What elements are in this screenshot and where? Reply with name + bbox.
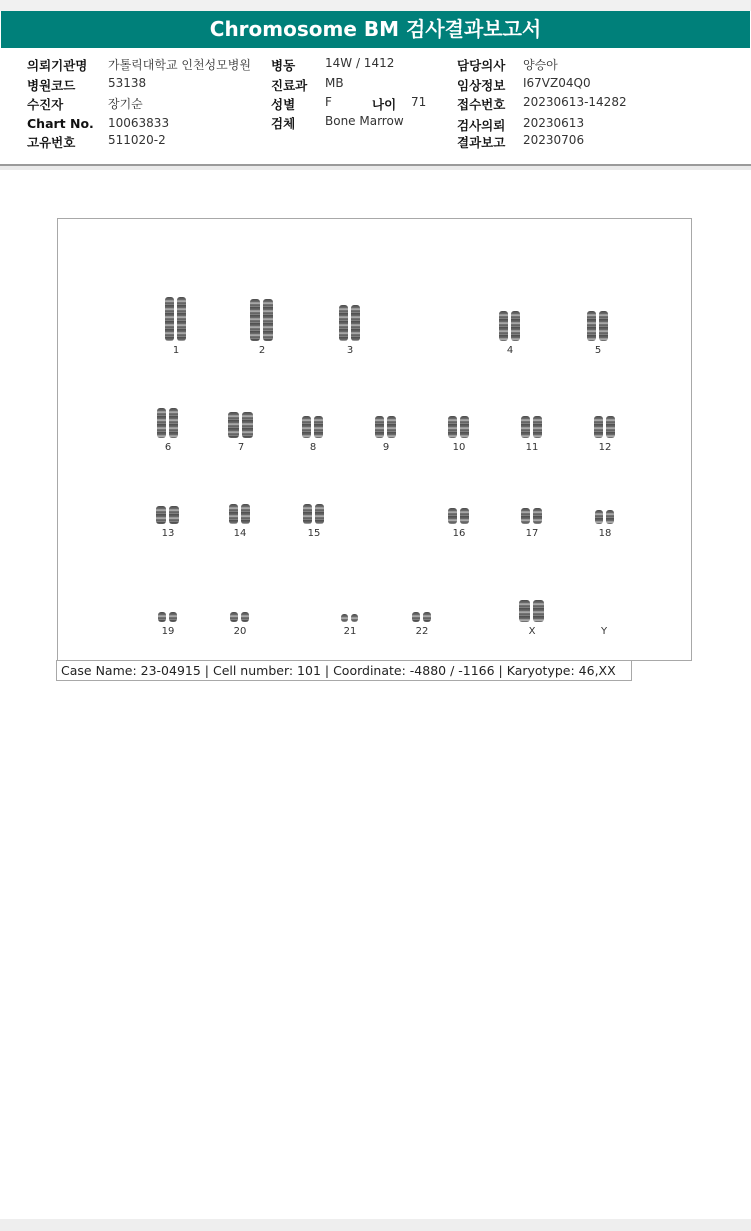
chromosome-22-1 bbox=[412, 612, 420, 622]
chromosome-1-2 bbox=[177, 297, 186, 341]
patient-value: 장기순 bbox=[108, 97, 143, 111]
department-label: 진료과 bbox=[271, 78, 308, 93]
chromosome-3-2 bbox=[351, 305, 360, 341]
chromosome-11-2 bbox=[533, 416, 542, 438]
karyogram-caption: Case Name: 23-04915 | Cell number: 101 | Coordinate: -4880 / -1166 | Karyotype: 46,XX bbox=[56, 660, 632, 681]
chromosome-label-20: 20 bbox=[233, 626, 247, 637]
chromosome-8-2 bbox=[314, 416, 323, 438]
chromosome-14-1 bbox=[229, 504, 238, 524]
chromosome-6-1 bbox=[157, 408, 166, 438]
report-title: Chromosome BM 검사결과보고서 bbox=[1, 11, 750, 48]
chromosome-label-7: 7 bbox=[237, 442, 245, 453]
chromosome-16-1 bbox=[448, 508, 457, 524]
chromosome-15-2 bbox=[315, 504, 324, 524]
chromosome-4-1 bbox=[499, 311, 508, 341]
specimen-value: Bone Marrow bbox=[325, 114, 404, 128]
unique-no-value: 511020-2 bbox=[108, 133, 166, 147]
chromosome-18-2 bbox=[606, 510, 614, 524]
chromosome-label-8: 8 bbox=[309, 442, 317, 453]
top-bar bbox=[0, 0, 751, 11]
ward-value: 14W / 1412 bbox=[325, 56, 395, 70]
chromosome-15-1 bbox=[303, 504, 312, 524]
clinical-info-value: I67VZ04Q0 bbox=[523, 76, 591, 90]
chromosome-label-17: 17 bbox=[525, 528, 539, 539]
chromosome-22-2 bbox=[423, 612, 431, 622]
chromosome-label-19: 19 bbox=[161, 626, 175, 637]
chromosome-3-1 bbox=[339, 305, 348, 341]
chromosome-20-2 bbox=[241, 612, 249, 622]
chromosome-5-2 bbox=[599, 311, 608, 341]
chromosome-label-11: 11 bbox=[525, 442, 539, 453]
clinical-info-label: 임상정보 bbox=[457, 78, 506, 93]
doctor-value: 양승아 bbox=[523, 58, 558, 72]
chromosome-label-2: 2 bbox=[258, 345, 266, 356]
chromosome-17-2 bbox=[533, 508, 542, 524]
chromosome-label-3: 3 bbox=[346, 345, 354, 356]
hospital-code-label: 병원코드 bbox=[27, 78, 76, 93]
chromosome-4-2 bbox=[511, 311, 520, 341]
chromosome-label-14: 14 bbox=[233, 528, 247, 539]
chromosome-21-2 bbox=[351, 614, 358, 622]
chromosome-10-2 bbox=[460, 416, 469, 438]
result-report-label: 결과보고 bbox=[457, 135, 506, 150]
chromosome-label-Y: Y bbox=[600, 626, 608, 637]
unique-no-label: 고유번호 bbox=[27, 135, 76, 150]
sex-value: F bbox=[325, 95, 332, 109]
receipt-no-label: 접수번호 bbox=[457, 97, 506, 112]
chromosome-19-1 bbox=[158, 612, 166, 622]
chromosome-20-1 bbox=[230, 612, 238, 622]
chromosome-5-1 bbox=[587, 311, 596, 341]
department-value: MB bbox=[325, 76, 344, 90]
bottom-bar bbox=[0, 1219, 751, 1231]
institution-value: 가톨릭대학교 인천성모병원 bbox=[108, 58, 251, 72]
specimen-label: 검체 bbox=[271, 116, 296, 131]
header-divider-shadow bbox=[0, 166, 751, 170]
chromosome-label-15: 15 bbox=[307, 528, 321, 539]
ward-label: 병동 bbox=[271, 58, 296, 73]
patient-label: 수진자 bbox=[27, 97, 64, 112]
chromosome-label-1: 1 bbox=[172, 345, 180, 356]
chromosome-label-13: 13 bbox=[161, 528, 175, 539]
chromosome-9-1 bbox=[375, 416, 384, 438]
test-request-label: 검사의뢰 bbox=[457, 118, 506, 133]
test-request-value: 20230613 bbox=[523, 116, 585, 130]
chromosome-2-2 bbox=[263, 299, 273, 341]
chromosome-label-21: 21 bbox=[343, 626, 357, 637]
age-value: 71 bbox=[411, 95, 427, 109]
chromosome-18-1 bbox=[595, 510, 603, 524]
chart-no-value: 10063833 bbox=[108, 116, 170, 130]
chromosome-1-1 bbox=[165, 297, 174, 341]
chromosome-label-16: 16 bbox=[452, 528, 466, 539]
chromosome-label-4: 4 bbox=[506, 345, 514, 356]
doctor-label: 담당의사 bbox=[457, 58, 506, 73]
chromosome-2-1 bbox=[250, 299, 260, 341]
chromosome-7-2 bbox=[242, 412, 253, 438]
institution-label: 의뢰기관명 bbox=[27, 58, 88, 73]
result-report-value: 20230706 bbox=[523, 133, 585, 147]
chromosome-11-1 bbox=[521, 416, 530, 438]
chromosome-12-2 bbox=[606, 416, 615, 438]
chromosome-label-6: 6 bbox=[164, 442, 172, 453]
sex-label: 성별 bbox=[271, 97, 296, 112]
chromosome-X-2 bbox=[533, 600, 544, 622]
chromosome-X-1 bbox=[519, 600, 530, 622]
chromosome-label-10: 10 bbox=[452, 442, 466, 453]
chromosome-label-22: 22 bbox=[415, 626, 429, 637]
chromosome-7-1 bbox=[228, 412, 239, 438]
chromosome-label-5: 5 bbox=[594, 345, 602, 356]
chart-no-label: Chart No. bbox=[27, 116, 94, 131]
chromosome-13-2 bbox=[169, 506, 179, 524]
age-label: 나이 bbox=[372, 97, 397, 112]
chromosome-14-2 bbox=[241, 504, 250, 524]
chromosome-9-2 bbox=[387, 416, 396, 438]
chromosome-10-1 bbox=[448, 416, 457, 438]
karyogram-image bbox=[57, 218, 692, 661]
chromosome-label-12: 12 bbox=[598, 442, 612, 453]
patient-info bbox=[0, 50, 751, 165]
chromosome-19-2 bbox=[169, 612, 177, 622]
hospital-code-value: 53138 bbox=[108, 76, 147, 90]
chromosome-13-1 bbox=[156, 506, 166, 524]
chromosome-8-1 bbox=[302, 416, 311, 438]
chromosome-label-9: 9 bbox=[382, 442, 390, 453]
chromosome-label-X: X bbox=[528, 626, 536, 637]
chromosome-12-1 bbox=[594, 416, 603, 438]
chromosome-label-18: 18 bbox=[598, 528, 612, 539]
chromosome-6-2 bbox=[169, 408, 178, 438]
chromosome-16-2 bbox=[460, 508, 469, 524]
chromosome-17-1 bbox=[521, 508, 530, 524]
chromosome-21-1 bbox=[341, 614, 348, 622]
receipt-no-value: 20230613-14282 bbox=[523, 95, 627, 109]
